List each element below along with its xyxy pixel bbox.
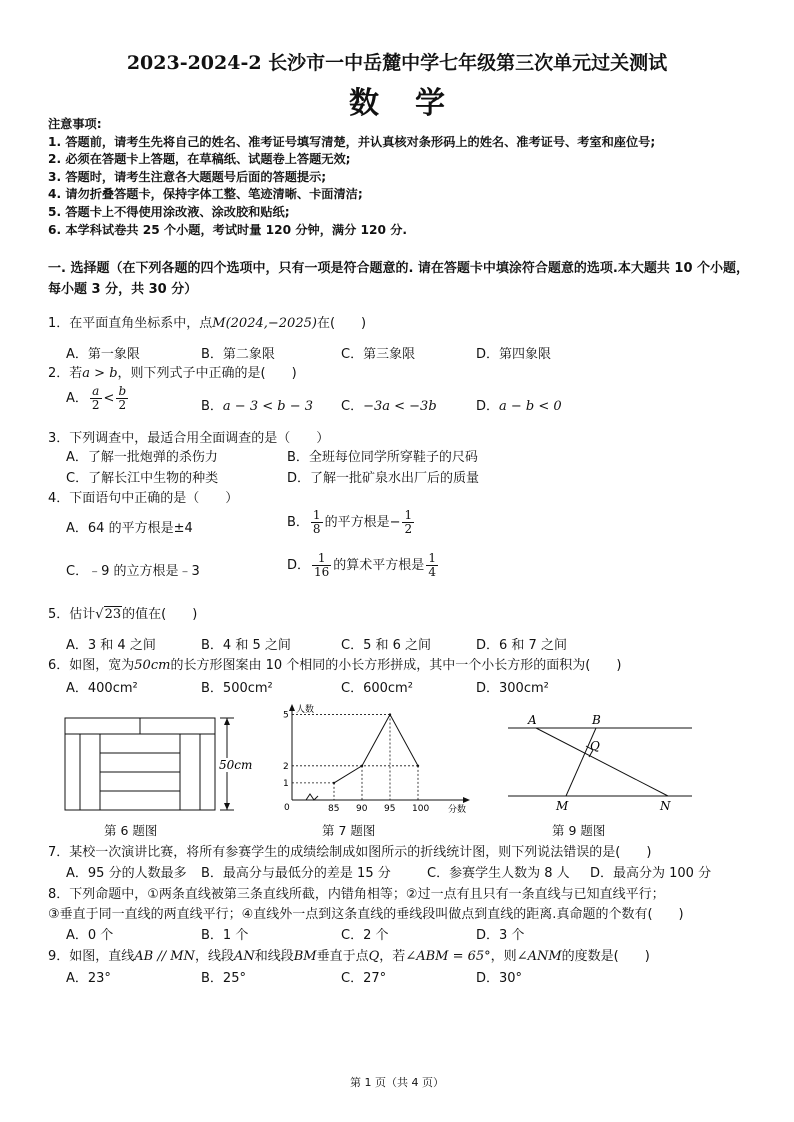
q9-bm: BM [293,949,317,964]
q9-mid3: 垂直于点 [316,949,369,964]
q2-a-den1: 2 [91,398,100,412]
q8-option-b: B．1 个 [201,928,249,943]
fig9-label-q: Q [590,739,600,753]
notice-item: 4. 请勿折叠答题卡，保持字体工整、笔迹清晰、卡面清洁; [48,187,363,202]
q5-option-d: D．6 和 7 之间 [476,638,567,653]
q9-an: AN [233,949,255,964]
q4-b-num: 1 [312,508,321,522]
q4-d-fraction [312,552,331,579]
q2-c-label: C． [341,399,364,414]
fig6-dim-label: 50cm [219,758,253,772]
q6-option-d: D．300cm² [476,681,549,696]
fig9-label-m: M [556,799,569,813]
q2-option-d [476,395,562,414]
q4-b-den2: 2 [404,522,413,536]
fig9-segment-an [536,728,668,796]
q2-option-a [66,385,130,412]
q2-text-post: ，则下列式子中正确的是( ) [117,366,297,381]
notice-item: 6. 本学科试卷共 25 个小题，考试时量 120 分钟，满分 120 分. [48,222,408,237]
q2-d-label: D． [476,399,500,414]
question-2-stem [48,362,297,381]
q2-d-math: a − b < 0 [499,399,562,414]
q2-a-fraction-2 [116,385,128,412]
q1-text-post: 在( ) [316,316,367,331]
q3-option-a: A．了解一批炮弹的杀伤力 [66,450,218,465]
chart-x-tick-label: 95 [384,804,396,814]
notice-item: 5. 答题卡上不得使用涂改液、涂改胶和贴纸; [48,204,290,219]
q8-option-c: C．2 个 [341,928,389,943]
chart-y-tick-label: 1 [283,778,289,789]
q1-option-a: A．第一象限 [66,347,140,362]
q6-text-pre: 6．如图，宽为 [48,658,135,673]
q3-option-d: D．了解一批矿泉水出厂后的质量 [287,471,480,486]
figure-6 [60,712,260,816]
q9-mid5: ，则 [490,949,517,964]
section-heading: 一. 选择题（在下列各题的四个选项中，只有一项是符合题意的. 请在答题卡中填涂符合题意的选项.本大题共 10 个小题，每小题 3 分，共 30 分） [48,261,750,297]
subject-title: 数学 [349,86,481,121]
q1-option-b: B．第二象限 [201,347,275,362]
fig7-caption: 第 7 题图 [322,823,376,838]
q8-option-d: D．3 个 [476,928,525,943]
q4-b-den: 8 [312,522,321,536]
fig6-arrow-up [224,718,230,725]
q4-option-d [287,552,440,579]
question-8-line-1: 8．下列命题中，①两条直线被第三条直线所截，内错角相等；②过一点有且只有一条直线与已知直线平行； [48,887,665,902]
q2-a-num1: a [90,385,102,399]
q9-mid4: ，若 [379,949,406,964]
q4-d-den: 16 [314,565,330,579]
notice-item: 3. 答题时，请考生注意各大题题号后面的答题提示; [48,169,327,184]
q4-b-mid: 的平方根是 [324,515,390,530]
q6-width: 50cm [134,658,171,673]
page-footer: 第 1 页（共 4 页） [350,1076,444,1089]
q2-a-fraction-1 [90,385,102,412]
q2-a-num2: b [118,384,127,398]
q2-option-b [201,395,313,414]
q7-option-d: D．最高分为 100 分 [590,866,712,881]
figure-7-chart [278,700,478,816]
question-1-stem [48,312,366,331]
q1-option-c: C．第三象限 [341,347,416,362]
question-7-stem: 7．某校一次演讲比赛，将所有参赛学生的成绩绘制成如图所示的折线统计图，则下列说法错误的是( ) [48,845,652,860]
q4-d-den2: 4 [428,565,436,579]
chart-point [417,765,419,767]
q9-angle1: ∠ABM = 65° [405,949,491,964]
q9-mid2: 和线段 [254,949,294,964]
chart-origin-label: 0 [284,803,290,813]
q2-text-pre: 2．若 [48,366,83,381]
chart-x-tick-label: 85 [328,804,340,814]
q9-mid1: ，线段 [194,949,234,964]
q9-option-c: C．27° [341,971,387,986]
q2-b-math: a − 3 < b − 3 [222,399,314,414]
fig6-caption: 第 6 题图 [104,823,158,838]
q9-parallel: AB // MN [134,949,195,964]
q9-option-d: D．30° [476,971,523,986]
q2-c-math: −3a < −3b [363,399,437,414]
chart-x-arrow [463,797,470,803]
chart-point [333,782,335,784]
q5-option-a: A．3 和 4 之间 [66,638,156,653]
q2-b-label: B． [201,399,223,414]
question-8-line-2: ③垂直于同一直线的两直线平行；④直线外一点到这条直线的垂线段叫做点到直线的距离.真命题的个数有( ) [48,907,684,922]
fig9-label-b: B [592,713,601,727]
q4-b-fraction-2 [402,509,414,536]
q4-d-num2: 1 [428,551,436,565]
question-3-stem: 3．下列调查中，最适合用全面调查的是（ ） [48,431,330,446]
q4-option-c: C．﹣9 的立方根是﹣3 [66,564,200,579]
chart-y-tick-label: 2 [283,761,289,772]
q4-d-label: D． [287,558,311,573]
q5-option-c: C．5 和 6 之间 [341,638,432,653]
chart-y-arrow [289,704,295,711]
question-6-stem [48,654,621,673]
q1-point: M(2024,−2025) [212,316,317,331]
q6-option-a: A．400cm² [66,681,138,696]
q7-option-b: B．最高分与最低分的差是 15 分 [201,866,391,881]
q2-a-label: A． [66,391,88,406]
q2-option-c [341,395,437,414]
q3-option-b: B．全班每位同学所穿鞋子的尺码 [287,450,478,465]
question-9-stem [48,945,650,964]
q2-a-lt: < [103,391,115,406]
fig9-label-n: N [660,799,671,813]
q3-option-c: C．了解长江中生物的种类 [66,471,219,486]
q4-option-a: A．64 的平方根是±4 [66,521,193,536]
chart-series-line [334,715,418,783]
fig9-label-a: A [528,713,537,727]
chart-point [389,713,391,715]
fig6-arrow-down [224,803,230,810]
q9-q: Q [368,949,380,964]
chart-point [361,765,363,767]
q4-d-fraction-2 [426,552,438,579]
notice-item: 1. 答题前，请考生先将自己的姓名、准考证号填写清楚，并认真核对条形码上的姓名、准考证号、考室和座位号; [48,134,656,149]
q5-option-b: B．4 和 5 之间 [201,638,291,653]
q4-option-b [287,509,416,536]
chart-axis-break [306,794,318,800]
q9-text-pre: 9．如图，直线 [48,949,135,964]
question-4-stem: 4．下面语句中正确的是（ ） [48,491,239,506]
q7-option-a: A．95 分的人数最多 [66,866,187,881]
q4-b-fraction [311,509,323,536]
q2-condition: a > b [82,366,118,381]
q4-d-num: 1 [312,552,331,566]
q4-b-sign: − [389,515,401,530]
q6-option-b: B．500cm² [201,681,273,696]
q4-b-label: B． [287,515,309,530]
chart-y-tick-label: 5 [283,710,289,721]
q9-text-post: 的度数是( ) [561,949,650,964]
q8-option-a: A．0 个 [66,928,114,943]
q1-text-pre: 1．在平面直角坐标系中，点 [48,316,213,331]
q6-option-c: C．600cm² [341,681,413,696]
q6-text-post: 的长方形图案由 10 个相同的小长方形拼成，其中一个小长方形的面积为( ) [170,658,622,673]
q5-text-post: 的值在( ) [122,607,198,622]
chart-y-title: 人数 [296,705,315,715]
q9-option-b: B．25° [201,971,246,986]
fig9-caption: 第 9 题图 [552,823,606,838]
q5-text-pre: 5．估计 [48,607,96,622]
notice-heading: 注意事项: [48,117,102,131]
q4-d-mid: 的算术平方根是 [333,558,425,573]
chart-x-tick-label: 100 [412,804,430,814]
q4-b-num2: 1 [404,508,413,522]
q7-option-c: C．参赛学生人数为 8 人 [427,866,570,881]
notice-item: 2. 必须在答题卡上答题，在草稿纸、试题卷上答题无效; [48,152,351,167]
exam-title: 2023-2024-2 长沙市一中岳麓中学七年级第三次单元过关测试 [126,52,668,74]
q1-option-d: D．第四象限 [476,347,552,362]
q9-option-a: A．23° [66,971,111,986]
question-5-stem [48,603,197,622]
notice-block [48,116,758,239]
q2-a-den2: 2 [118,398,127,412]
q5-sqrt: √23 [95,607,122,622]
chart-x-title: 分数 [448,805,467,815]
chart-x-tick-label: 90 [356,804,368,814]
figure-9 [500,710,700,814]
q9-angle2: ∠ANM [516,949,562,964]
q5-radicand: 23 [104,607,122,622]
